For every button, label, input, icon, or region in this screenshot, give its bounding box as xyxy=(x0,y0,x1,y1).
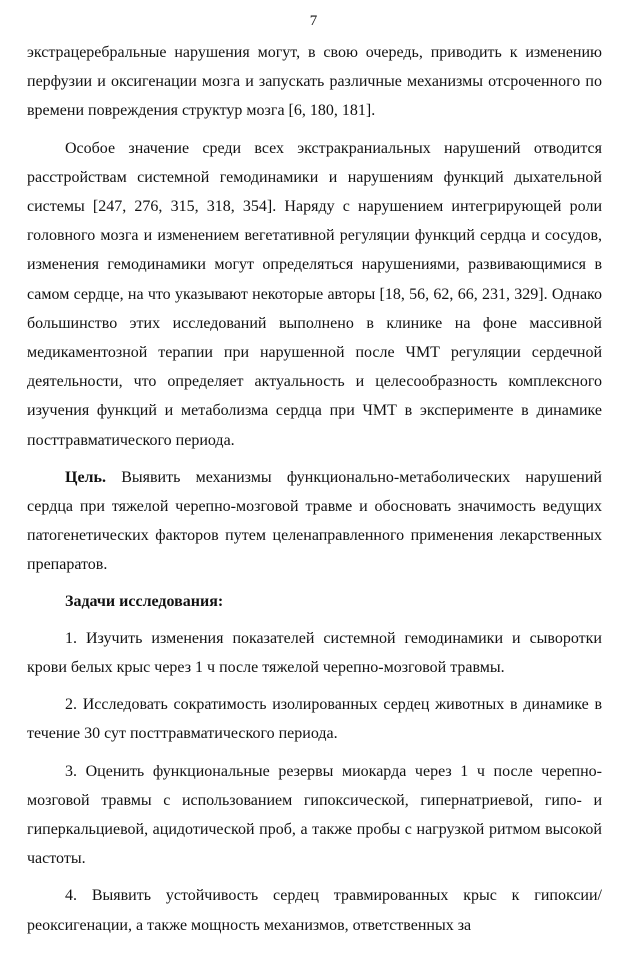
tasks-heading: Задачи исследования: xyxy=(65,592,224,610)
task-item-2: 2. Исследовать сократимость изолированных сердец животных в динамике в течение 30 сут посттравматического периода. xyxy=(27,696,602,743)
task-item-3: 3. Оценить функциональные резервы миокарда через 1 ч после черепно-мозговой травмы с использованием гипоксической, гипернатриевой, гипо- и гиперкальциевой, ацидотической проб, а также пробы с нагрузкой ритмом высокой частоты. xyxy=(27,762,602,868)
goal-text: Выявить механизмы функционально-метаболических нарушений сердца при тяжелой черепно-мозговой травме и обосновать значимость ведущих патогенетических факторов путем целенаправленного применения лекарственных препаратов. xyxy=(27,468,602,574)
task-item-1: 1. Изучить изменения показателей системной гемодинамики и сыворотки крови белых крыс через 1 ч после тяжелой черепно-мозговой травмы. xyxy=(27,629,602,677)
goal-label: Цель. xyxy=(65,468,106,486)
paragraph-significance: Особое значение среди всех экстракраниальных нарушений отводится расстройствам системной гемодинамики и нарушениям функций дыхательной системы [247, 276, 315, 318, 354]. Наряду с нарушением интегрирующей роли головного мозга и изменением вегетативной регуляции функций сердца и сосудов, изменения гемодинамики могут определяться нарушениями, развивающимися в самом сердце, на что указывают некоторые авторы [18, 56, 62, 66, 231, 329]. Однако большинство этих исследований выполнено в клинике на фоне массивной медикаментозной терапии при нарушенной после ЧМТ регуляции сердечной деятельности, что определяет актуальность и целесообразность комплексного изучения функций и метаболизма сердца при ЧМТ в эксперименте в динамике посттравматического периода. xyxy=(27,139,602,449)
page-number: 7 xyxy=(309,13,318,29)
paragraph-goal xyxy=(27,463,602,580)
task-item-4: 4. Выявить устойчивость сердец травмированных крыс к гипоксии/реоксигенации, а также мощность механизмов, ответственных за xyxy=(27,887,602,934)
document-body xyxy=(27,38,602,940)
paragraph-intro-continuation: экстрацеребральные нарушения могут, в свою очередь, приводить к изменению перфузии и оксигенации мозга и запускать различные механизмы отсроченного по времени повреждения структур мозга [6, 180, 181]. xyxy=(27,44,602,120)
